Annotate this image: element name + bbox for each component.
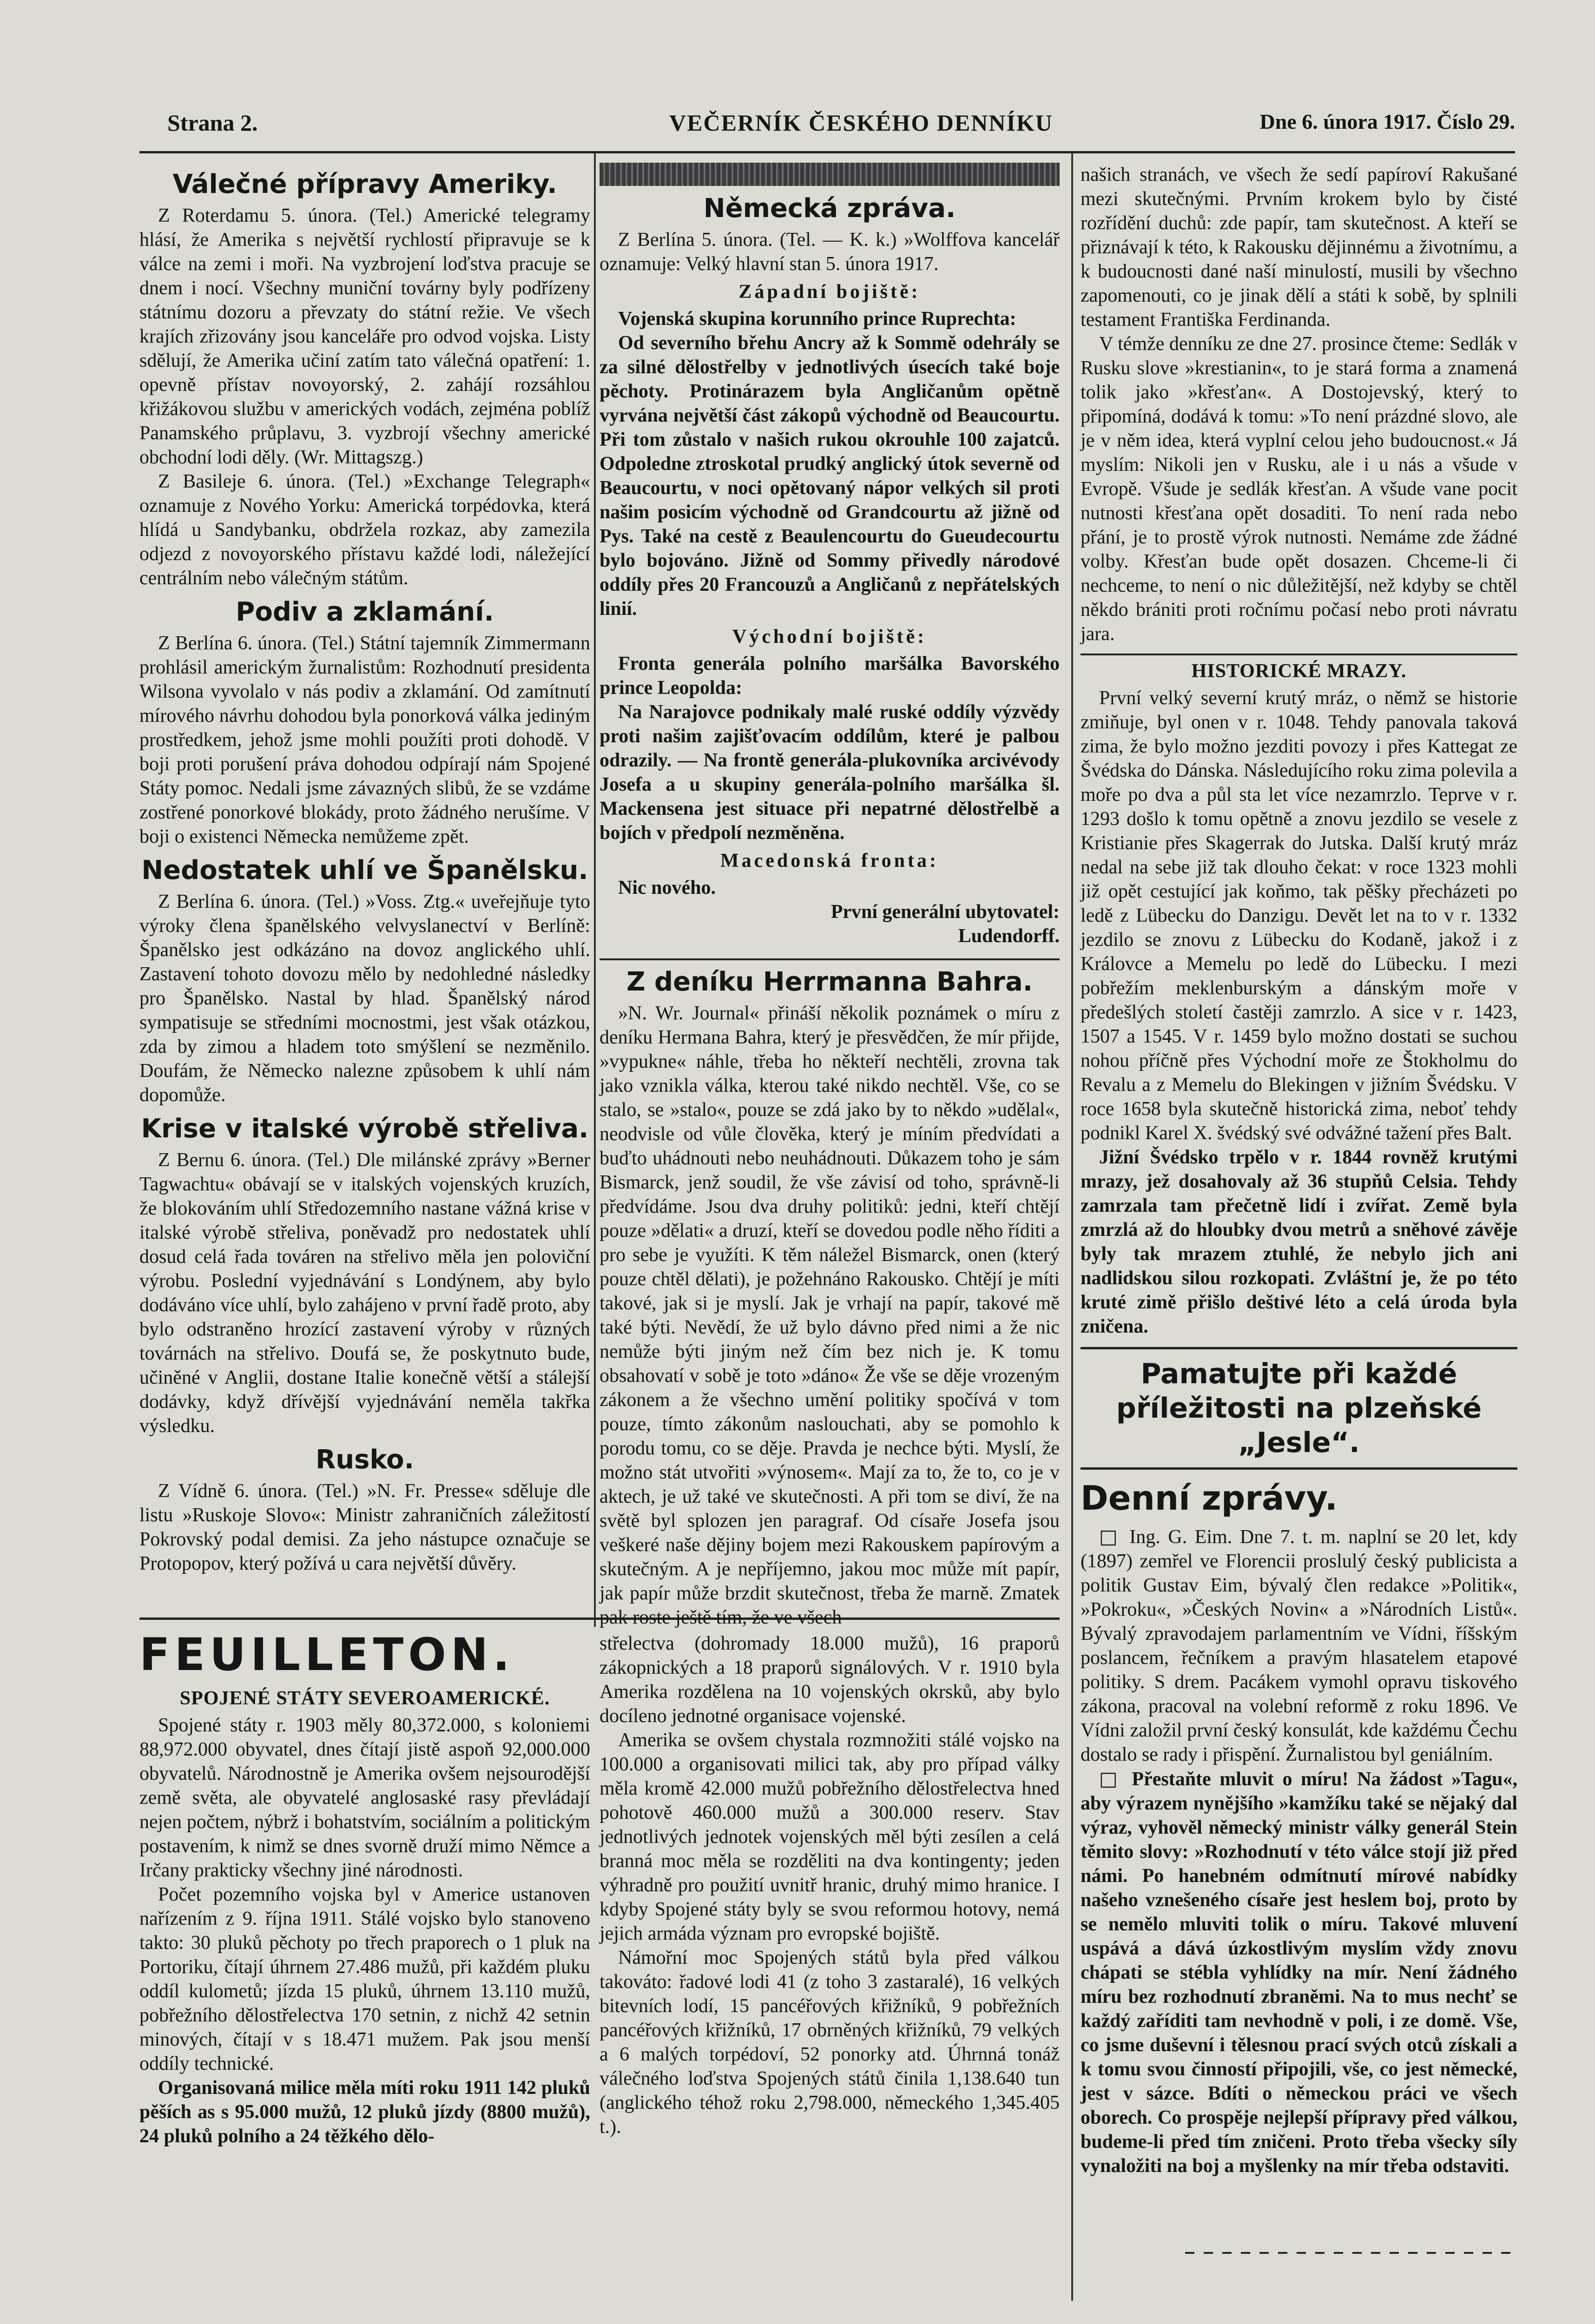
article-text: Amerika se ovšem chystala rozmnožiti stálé vojsko na 100.000 a organisovati milici tak, aby pro případ války měla kromě 42.000 mužů pobřežního dělostřelectva hned pohotově 460.000 mužů a 300.000 reserv. Stav jednotlivých jednotek vojenských měl býti zesílen a celá branná moc měla se rozděliti na dva kontingenty; jeden výhradně pro použití uvnitř hranic, druhý mimo hranice. I kdyby Spojené státy byly se svou reformou hotovy, nemá jejich armáda význam pro evropské bojiště. bbox=[600, 1730, 1060, 1944]
article-text: Z Vídně 6. února. (Tel.) »N. Fr. Presse« sděluje dle listu »Ruskoje Slovo«: Ministr zahraničních záležitostí Pokrovský podal demisi. Za jeho nástupce označuje se Protopopov, který požívá u cara největší důvěry. bbox=[139, 1480, 590, 1574]
banner-ornament bbox=[600, 163, 1060, 186]
issue-date bbox=[1260, 109, 1516, 134]
separator bbox=[1081, 654, 1517, 655]
article-text: Jižní Švédsko trpělo v r. 1844 rovněž krutými mrazy, jež dosahovaly až 36 stupňů Celsia. Tehdy zamrzala tam přečetně lidí i zvířat. Země byla zmrzlá až do hloubky dvou metrů a sněhové závěje byly tak mrazem ztuhlé, že nebylo jich ani nadlidskou silou rozkopati. Zvláštní je, že po této kruté zimě přišlo deštivé léto a celá úroda byla zničena. bbox=[1081, 1147, 1517, 1337]
issue-number: Číslo 29. bbox=[1437, 110, 1515, 133]
column-1 bbox=[139, 163, 590, 1576]
headline-wonder-disappointment: Podiv a zklamání. bbox=[236, 597, 494, 627]
page-header bbox=[167, 109, 1515, 151]
feuilleton-subtitle: SPOJENÉ STÁTY SEVEROAMERICKÉ. bbox=[179, 1688, 550, 1709]
article-text: »N. Wr. Journal« přináší několik poznámek o míru z deníku Hermana Bahra, který je přesvědčen, že mír přijde, »vypukne« náhle, třeba ho někteří nechtěli, zrovna tak jako vznikla válka, kterou také nikdo nechtěl. Vše, co se stalo, se »stalo«, pouze se zdá jako by to někdo »udělal«, neodvisle od vůle člověka, který je míním předvídati a buďto uhádnouti nebo neuhádnouti. Důkazem toho je sám Bismarck, jenž soudil, že vše závisí od toho, správně-li předvídáme. Jsou dva druhy politiků: jedni, kteří chtějí pouze »dělati« a druzí, kteří se dovedou podle něho říditi a pro sebe je využíti. K těm náležel Bismarck, onen (který pouze chtěl dělati), je požehnáno Rakousko. Chtějí je míti takové, jak si je myslí. Jak je vrhají na papír, takové mě také býti. Nevědí, že už bylo dávno před nimi a že nic nemůže býti jiným než čím bez nich je. K tomu obsahovatí v sobě je toto »dáno« Že vše se děje vrozeným zákonem a že všechno umění politiky spočívá v tom pouze, tímto zákonům naslouchati, aby se pomohlo k porodu tomu, co se děje. Pravda je nechce býti. Myslí, že možno stát utvořiti »výnosem«. Mají za to, že to, co je v aktech, je už také ve skutečnosti. A při tom se diví, že na světě byl splozen jen paragraf. Od císaře Josefa jsou veškeré naše dějiny bojem mezi Rakouskem papírovým a skutečným. A je nepříjemno, jakou moc může mít papír, jak papír může brzdit skutečnost, třeba že marně. Zmatek pak roste ještě tím, že ve všech bbox=[600, 1003, 1060, 1628]
column-2-feuilleton bbox=[600, 1631, 1060, 2139]
separator bbox=[600, 958, 1060, 960]
section-macedonian-front: Macedonská fronta: bbox=[720, 850, 939, 872]
article-text: Na Narajovce podnikaly malé ruské oddíly výzvědy proti našim zajišťovacím oddílům, které je palbou odrazily. — Na frontě generála-plukovníka arcivévody Josefa a u skupiny generála-polního maršálka šl. Mackensena jest situace při nepatrné dělostřelbě a bojích v předpolí nezměněna. bbox=[600, 701, 1060, 844]
article-text: První velký severní krutý mráz, o němž se historie zmiňuje, byl onen v r. 1048. Tehdy panovala taková zima, že bylo možno jezditi povozy i přes Kattegat ze Švédska do Dánska. Následujícího roku zima polevila a moře po dva a půl sta let více nezamrzlo. Teprve v r. 1293 došlo k tomu opětně a znovu jezdilo se vesele z Kristianie přes Skagerrak do Jutska. Další krutý mráz nedal na sebe již tak dlouho čekat: v roce 1323 mohli již opět cestující jak koňmo, tak pěšky přecházeti po ledě z Lübecku do Danzigu. Devět let na to v r. 1332 jezdilo se znovu z Lübecku do Kodaně, jakož i z Královce a Memelu po ledě do Lübecku. I mezi pobřežím meklenburským a dánským moře v předešlých století častěji zamrzlo. A sice v r. 1423, 1507 a 1545. V r. 1459 bylo možno dostati se suchou nohou příčně přes Východní moře ze Štokholmu do Revalu a z Memelu do Blekingen v jižním Švédsku. V roce 1658 byla skutečně historická zima, neboť tehdy podnikl Karel X. švédský své odvážné tažení přes Balt. bbox=[1081, 687, 1517, 1144]
column-rule-1 bbox=[594, 153, 596, 1627]
article-text: Námořní moc Spojených států byla před válkou takováto: řadové lodi 41 (z toho 3 zastaralé), 16 velkých bitevních lodí, 15 pancéřových křižníků, 9 pobřežních pancéřových křižníků, 17 obrněných křižníků, 79 velkých a 6 malých torpédoví, 52 ponorky atd. Úhrnná tonáž válečného loďstva Spojených států činila 1,138.640 tun (anglického téhož roku 2,798.000, německého 1,345.405 t.). bbox=[600, 1947, 1060, 2138]
column-2 bbox=[600, 163, 1060, 1630]
signature-title: První generální ubytovatel: bbox=[830, 901, 1060, 923]
square-bullet-icon: □ bbox=[1099, 1767, 1132, 1790]
column-3 bbox=[1081, 163, 1517, 2178]
news-item-peace: □ Přestaňte mluvit o míru! Na žádost »Tagu«, aby výrazem nynějšího »kamžíku také se nějaký dal výraz, vyhověl německý ministr války generál Stein těmito slovy: »Rozhodnutí v této válce stojí již před námi. Po hanebném odmítnutí mírové nabídky našeho vznešeného císaře jest heslem boj, proto by se nemělo mluviti tolik o míru. Takové mluvení uspává a dává úzkostlivým myslím vždy znovu chápati se stébla vyhlídky na mír. Není žádného míru bez rozhodnutí zbraněmi. Na to mus nechť se každý zaříditi tam nevhodně v poli, i ze domě. Vše, co jsme duševní i tělesnou prací svých otců získali a k tomu svou činností připojili, vše, co jest německé, jest v sázce. Bdíti o německou práci ve všech oborech. Co prospěje nejlepší přípravy před válkou, budeme-li před tím zničeni. Proto třeba všecky síly vynaložiti na boj a myšlenky na mír třeba odstaviti. bbox=[1081, 1767, 1517, 2177]
jesle-text: Pamatujte při každé příležitosti na plzeňské „Jesle“. bbox=[1116, 1358, 1482, 1459]
article-text: Od severního břehu Ancry až k Sommě odehrály se za silné dělostřelby v jednotlivých úsecích také boje pěchoty. Protinárazem byla Angličanům opětně vyrvána největší část zákopů východně od Beaucourtu. Při tom zůstalo v našich rukou okrouhle 100 zajatců. Odpoledne ztroskotal prudký anglický útok severně od Beaucourtu, v noci opětovaný nápor velkých sil proti našim posicím východně od Grandcourtu až jižně od Pys. Také na cestě z Beaulencourtu do Gueudecourtu bylo bojováno. Jižně od Sommy přivedly národové oddíly přes 20 Francouzů a Angličanů z nepřátelských linií. bbox=[600, 332, 1060, 620]
headline-historic-frosts: HISTORICKÉ MRAZY. bbox=[1191, 660, 1407, 682]
bottom-dashes bbox=[1185, 2252, 1510, 2254]
headline-german-report: Německá zpráva. bbox=[703, 193, 956, 224]
article-text: střelectva (dohromady 18.000 mužů), 16 praporů zákopnických a 18 praporů signálových. V r. 1910 byla Amerika rozdělena na 10 vojenských okrsků, aby bylo docíleno jednotné organisace vojenské. bbox=[600, 1633, 1060, 1727]
article-text: Počet pozemního vojska byl v Americe ustanoven nařízením z 9. října 1911. Stálé vojsko bylo stanoveno takto: 30 pluků pěchoty po třech praporech o 1 pluk na Portoriku, čítají úhrnem 27.486 mužů, při každém pluku oddíl kulometů; jízda 15 pluků, úhrnem 13.110 mužů, pobřežního dělostřelectva 170 setnin, z nichž 42 setnin minových, čítají v s 18.471 mužem. Pak jsou menší oddíly technické. bbox=[139, 1884, 590, 2074]
feuilleton-column bbox=[139, 1683, 590, 2148]
article-text: Z Berlína 6. února. (Tel.) Státní tajemník Zimmermann prohlásil americkým žurnalistům: Rozhodnutí presidenta Wilsona vyvolalo v nás podiv a zklamání. Od zamítnutí mírového návrhu dohodou byla ponorková válka jediným prostředkem, jehož jsme mohli použíti proti dohodě. V boji proti porušení práva dohodou odpírají nám Spojené Státy pomoc. Nedali jsme závazných slibů, že se vzdáme zostřené ponorkové blokády, proto žádného nerušíme. V boji o existenci Německa nemůžeme zpět. bbox=[139, 633, 590, 847]
news-item-eim: □ Ing. G. Eim. Dne 7. t. m. naplní se 20 let, kdy (1897) zemřel ve Florencii proslulý český publicista a politik Gustav Eim, bývalý člen redakce »Politik«, »Pokroku«, »Českých Novin« a »Národních Listů«. Bývalý zpravodajem parlamentním ve Vídni, říšským poslancem, řečníkem a pravým hlasatelem etapové politiky. S drem. Pacákem vymohl opravu tiskového zákona, pracoval na volební reformě z roku 1896. Ve Vídni založil první český konsulát, kde každému Čechu dostalo se rady i přispění. Žurnalistou byl geniálním. bbox=[1081, 1525, 1517, 1765]
page-number: Strana 2. bbox=[167, 110, 258, 136]
masthead: VEČERNÍK ČESKÉHO DENNÍKU bbox=[669, 110, 1053, 136]
article-text: Vojenská skupina korunního prince Ruprechta: bbox=[618, 308, 1016, 330]
headline-italian-crisis: Krise v italské výrobě střeliva. bbox=[141, 1114, 589, 1144]
feuilleton-title: FEUILLETON. bbox=[139, 1629, 514, 1681]
header-rule bbox=[139, 151, 1515, 153]
square-bullet-icon: □ bbox=[1099, 1525, 1130, 1548]
article-text: Z Bernu 6. února. (Tel.) Dle milánské zprávy »Berner Tagwachtu« obávají se v italských vojenských kruzích, že blokováním uhlí Středozemního nastane vážná krise v italské výrobě střeliva, poněvadž pro nedostatek uhlí dosud celá řada továren na střelivo měla jen poloviční výrobu. Poslední vyjednávání s Londýnem, aby bylo dodáváno více uhlí, bylo zahájeno v první řadě proto, aby bylo odstraněno hrozící zastavení výroby v různých továrnách na střelivo. Doufá se, že poskytnuto bude, učiněné v Anglii, dostane Italie konečně větší a stálejší dodávky, když dřívější vyjednávání neměla takřka výsledku. bbox=[139, 1149, 590, 1437]
headline-russia: Rusko. bbox=[316, 1445, 414, 1475]
article-text: Z Basileje 6. února. (Tel.) »Exchange Telegraph« oznamuje z Nového Yorku: Americká torpédovka, která hlídá u Sandybanku, obdržela rozkaz, aby zamezila odjezd z novoyorského přístavu každé lodi, náležející centrálním nebo válečným státům. bbox=[139, 471, 590, 589]
article-text: Z Berlína 6. února. (Tel.) »Voss. Ztg.« uveřejňuje tyto výroky člena španělského velvyslanectví v Berlíně: Španělsko jest odkázáno na dovoz anglického uhlí. Zastavení tohoto dovozu mělo by nedohledné následky pro Španělsko. Nastal by hlad. Španělský národ sympatisuje se středními mocnostmi, jest však otázkou, zda by zimou a hladem toto smýšlení se nezměnilo. Doufám, že Německo nalezne způsobem k uhlí nám dopomůže. bbox=[139, 891, 590, 1106]
headline-war-preparations: Válečné přípravy Ameriky. bbox=[172, 169, 557, 199]
article-text: Z Roterdamu 5. února. (Tel.) Americké telegramy hlásí, že Amerika s největší rychlostí připravuje se k válce na zemi i moři. Na vyzbrojení loďstva pracuje se dnem i nocí. Všechny muniční továrny byly podřízeny státnímu dozoru a převzaty do státní režie. Ve všech krajích zřizovány jsou kanceláře pro odvod vojska. Listy sdělují, že Amerika učiní zatím tato válečná opatření: 1. opevně přístav novoyorský, 2. zahájí rozsáhlou křižákovou službu v amerických vodách, zejména poblíž Panamského průplavu, 3. vyzbrojí všechny americké obchodní lodi děly. (Wr. Mittagszg.) bbox=[139, 205, 590, 468]
section-eastern-front: Východní bojiště: bbox=[732, 626, 927, 647]
signature-name: Ludendorff. bbox=[958, 925, 1060, 947]
article-text: našich stranách, ve všech že sedí papíroví Rakušané mezi skutečnými. Prvním krokem bylo by čisté rozřídění duchů: zde papír, tam skutečnost. A kteří se přiznávají k této, k Rakousku dějinnému a životnímu, a k budoucnosti dané naší minulostí, musili by všechno zapomenouti, co je jinak dělí a státi k sobě, by splnili testament Františka Ferdinanda. bbox=[1081, 164, 1517, 330]
date: Dne 6. února 1917. bbox=[1259, 110, 1431, 133]
headline-daily-news: Denní zprávy. bbox=[1081, 1479, 1338, 1518]
article-text: Nic nového. bbox=[618, 877, 716, 898]
jesle-notice bbox=[1081, 1347, 1517, 1470]
headline-bahr-diary: Z deníku Herrmanna Bahra. bbox=[626, 967, 1033, 997]
article-text: Spojené státy r. 1903 měly 80,372.000, s koloniemi 88,972.000 obyvatel, dnes čítají jistě aspoň 92,000.000 obyvatelů. Národnostně je Amerika ovšem nejsourodější země světa, ale obyvatelé anglosaské rasy převládají nejen počtem, nýbrž i bohatstvím, sociálním a politickým postavením, k nimž se dnes svorně druží mimo Němce a Irčany prakticky všechny jiné národnosti. bbox=[139, 1715, 590, 1881]
headline-coal-shortage: Nedostatek uhlí ve Španělsku. bbox=[141, 855, 588, 885]
article-text: Z Berlína 5. února. (Tel. — K. k.) »Wolffova kancelář oznamuje: Velký hlavní stan 5. února 1917. bbox=[600, 229, 1060, 275]
column-rule-2 bbox=[1071, 153, 1073, 2301]
article-text: V témže denníku ze dne 27. prosince čteme: Sedlák v Rusku slove »krestianin«, to je stará forma a znamená tolik jako »křesťan«. A Dostojevský, který to připomíná, dodává k tomu: »To není prázdné slovo, ale je v něm idea, která vyplní celou jeho budoucnost.« Já myslím: Nikoli jen v Rusku, ale i u nás a všude v Evropě. Všude je sedlák křesťan. A všude vane pocit nutnosti křesťana opět dosaditi. To není rada nebo přání, je to prostě výrok nutnosti. Nemáme zde žádné volby. Křesťan bude opět dosazen. Chceme-li či nechceme, to není o nic důležitější, než kdyby se chtěl někdo brániti proti ročnímu počasí nebo proti návratu jara. bbox=[1081, 333, 1517, 645]
section-western-front: Západní bojiště: bbox=[738, 281, 921, 303]
article-text: Fronta generála polního maršálka Bavorského prince Leopolda: bbox=[600, 653, 1060, 699]
article-text: Organisovaná milice měla míti roku 1911 142 pluků pěších as s 95.000 mužů, 12 pluků jízdy (8800 mužů), 24 pluků polního a 24 těžkého dělo- bbox=[139, 2077, 590, 2147]
